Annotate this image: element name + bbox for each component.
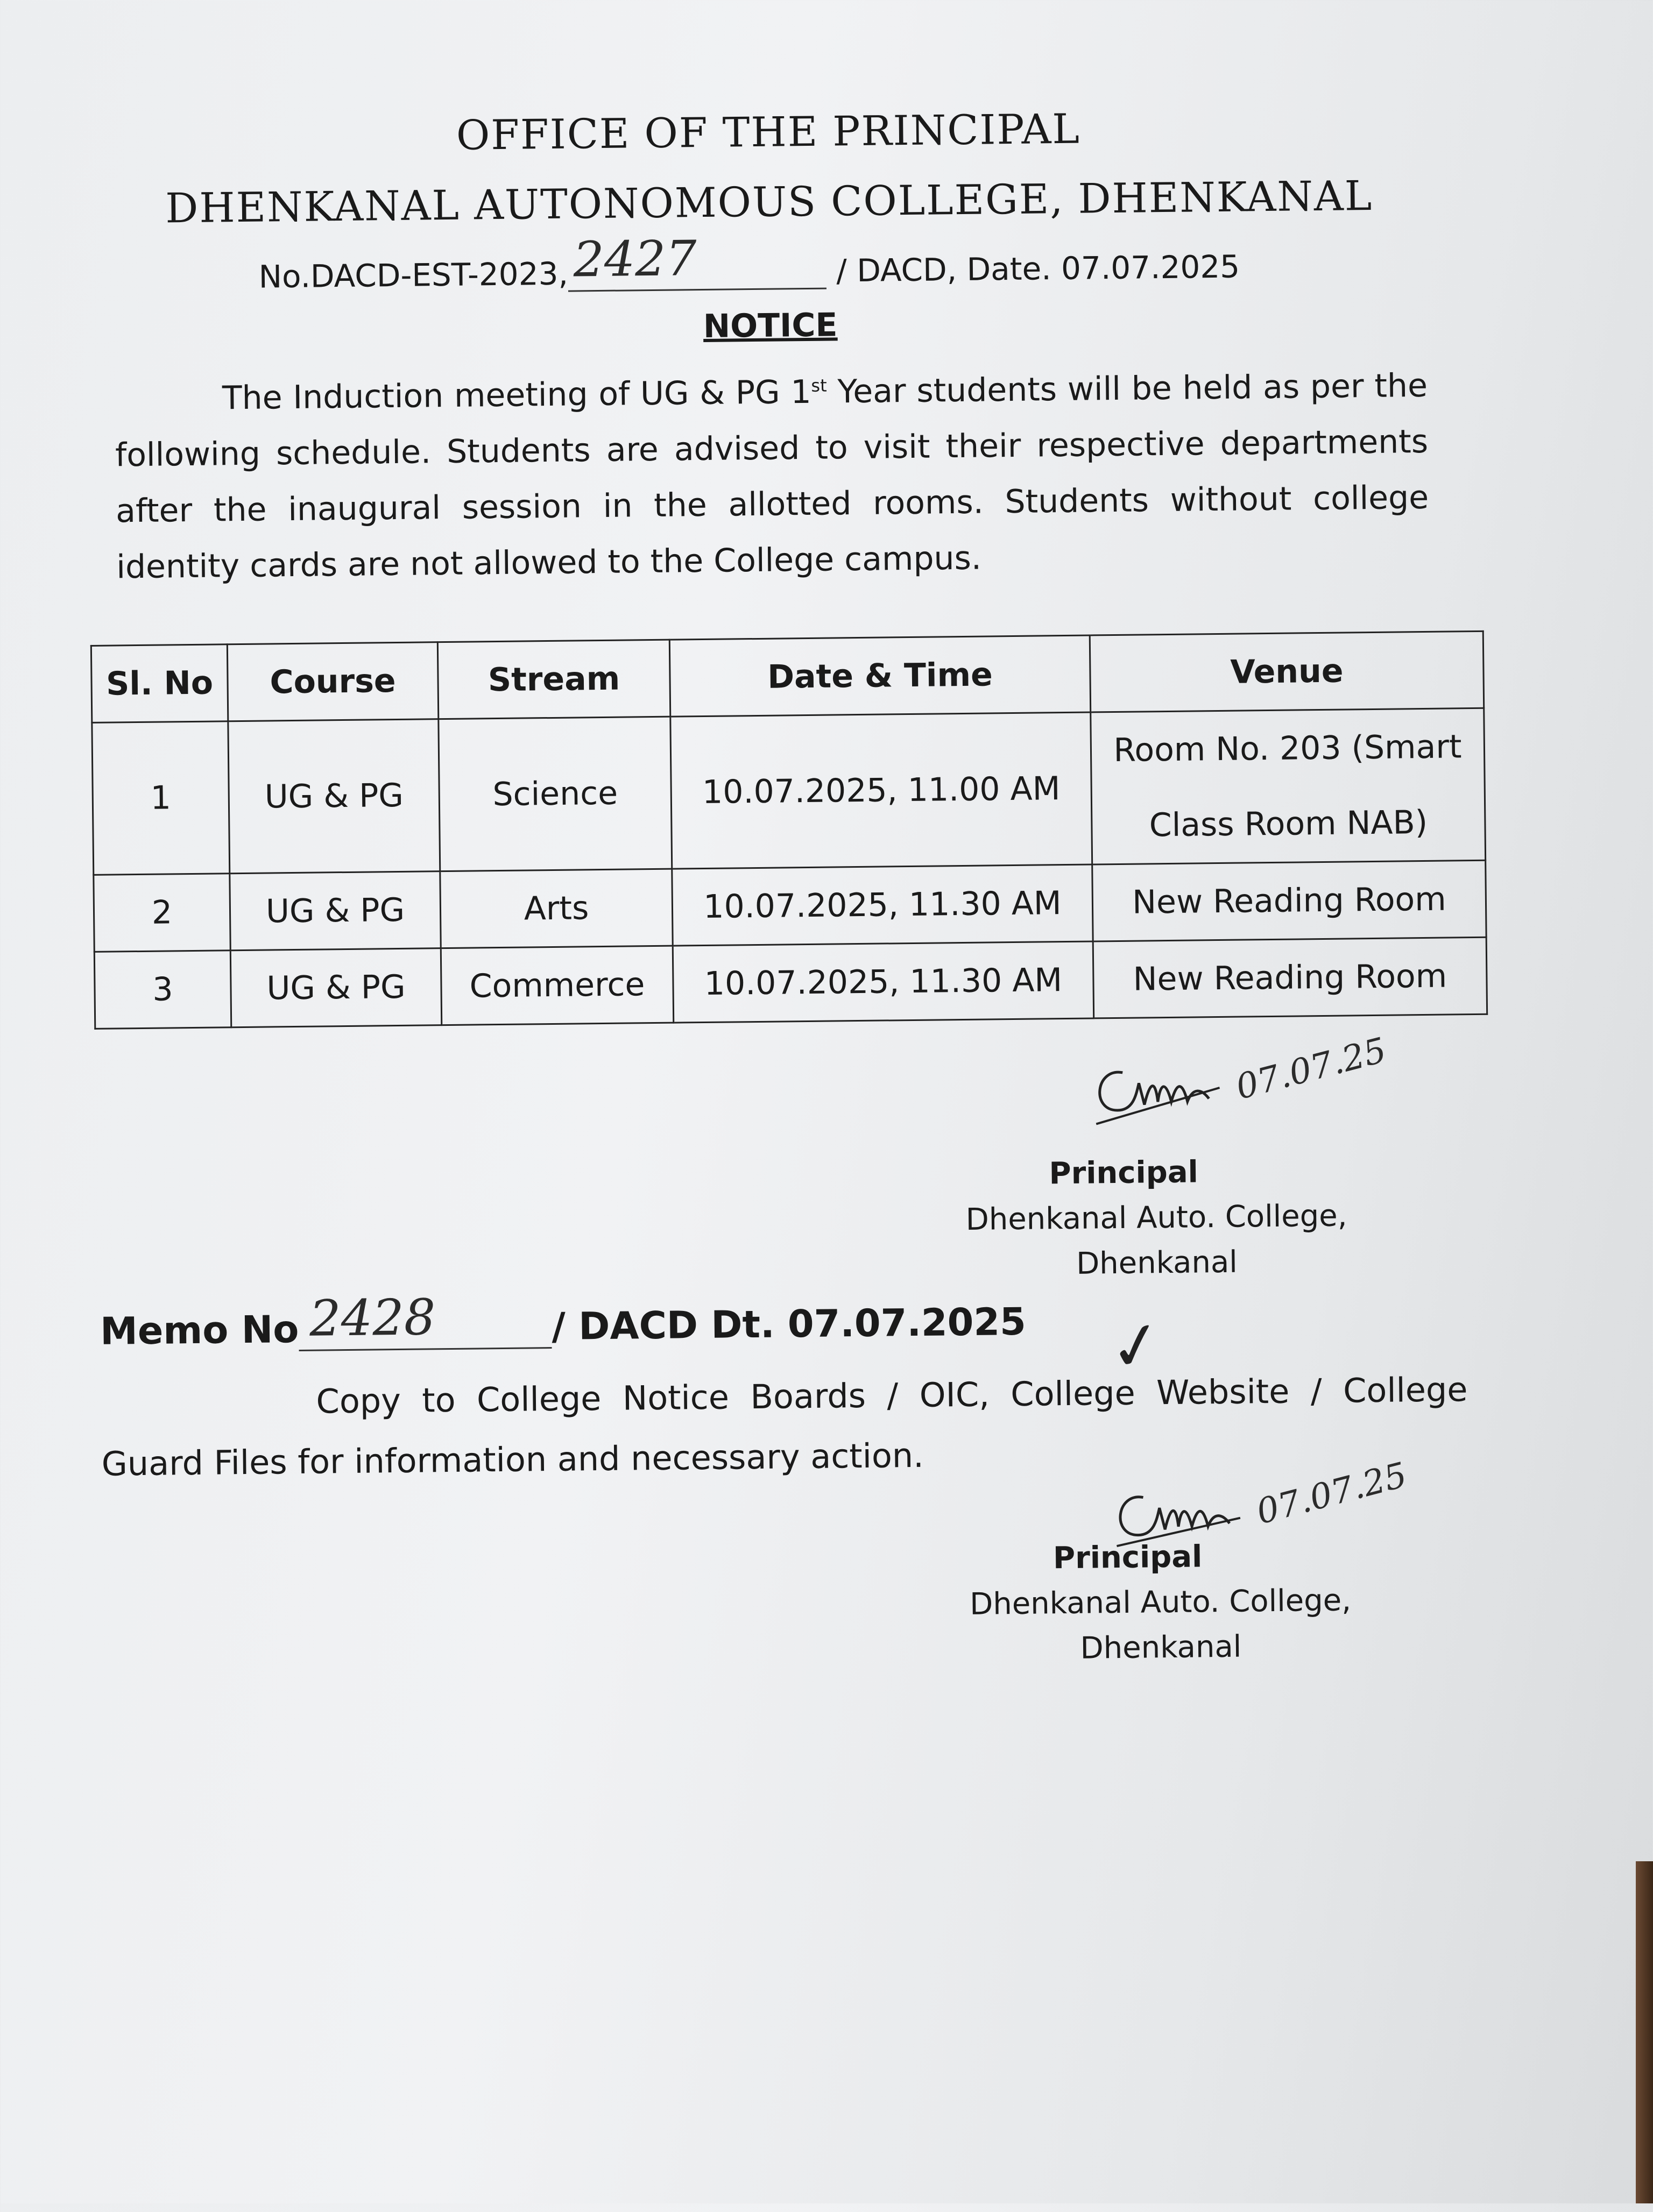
reference-line — [258, 230, 1240, 295]
cell-sl-no: 1 — [92, 721, 230, 875]
header-sl-no: Sl. No — [91, 644, 228, 723]
signature-mark-1 — [1085, 1030, 1391, 1143]
memo-line — [100, 1288, 1027, 1353]
cell-date-time: 10.07.2025, 11.30 AM — [673, 941, 1093, 1023]
header-date-time: Date & Time — [669, 635, 1090, 717]
notice-heading: NOTICE — [703, 306, 838, 345]
signature-role-2: Principal — [1052, 1539, 1203, 1576]
signature-scribble-svg-1 — [1085, 1050, 1225, 1127]
reference-number-blank — [568, 230, 827, 292]
table-row — [94, 860, 1486, 952]
table-header-row — [91, 631, 1484, 722]
cell-date-time: 10.07.2025, 11.30 AM — [672, 864, 1093, 946]
notice-body-sup: st — [811, 375, 827, 396]
table-surface-edge — [1636, 1861, 1653, 2203]
header-venue: Venue — [1090, 631, 1484, 712]
memo-number-handwritten: 2428 — [309, 1288, 436, 1348]
office-title: OFFICE OF THE PRINCIPAL — [456, 104, 1081, 159]
cell-course: UG & PG — [230, 871, 441, 951]
cell-venue: New Reading Room — [1092, 860, 1486, 941]
cell-stream: Commerce — [441, 946, 673, 1025]
memo-suffix: / DACD Dt. 07.07.2025 — [551, 1299, 1027, 1349]
cell-venue-line2: Class Room NAB) — [1149, 803, 1428, 845]
notice-body-part1: The Induction meeting of UG & PG 1 — [222, 373, 811, 417]
college-title: DHENKANAL AUTONOMOUS COLLEGE, DHENKANAL — [165, 171, 1373, 232]
cell-venue-line1: Room No. 203 (Smart — [1113, 728, 1462, 770]
memo-prefix: Memo No — [100, 1307, 299, 1353]
cell-venue: New Reading Room — [1093, 937, 1487, 1018]
cell-date-time: 10.07.2025, 11.00 AM — [670, 712, 1092, 869]
reference-number-handwritten: 2427 — [573, 230, 697, 288]
notice-body — [114, 351, 1429, 595]
signature-org-1: Dhenkanal Auto. College, — [965, 1198, 1347, 1237]
check-mark-icon: ✓ — [1103, 1304, 1170, 1388]
reference-prefix: No.DACD-EST-2023, — [258, 255, 569, 295]
cell-stream: Science — [439, 717, 672, 871]
signature-date-1: 07.07.25 — [1232, 1030, 1391, 1108]
table-row — [94, 937, 1487, 1029]
signature-role-1: Principal — [1049, 1154, 1199, 1192]
cell-stream: Arts — [440, 869, 673, 948]
header-stream: Stream — [437, 640, 670, 719]
signature-block-2 — [966, 1533, 1355, 1672]
cell-course: UG & PG — [230, 948, 441, 1027]
header-course: Course — [227, 642, 438, 721]
memo-number-blank — [299, 1288, 552, 1351]
signature-org-2: Dhenkanal — [1076, 1244, 1238, 1281]
signature-date-2: 07.07.25 — [1252, 1455, 1411, 1533]
reference-suffix: / DACD, Date. 07.07.2025 — [836, 248, 1240, 289]
schedule-table — [90, 630, 1488, 1030]
cell-sl-no: 3 — [94, 951, 231, 1029]
cell-course: UG & PG — [228, 719, 440, 874]
cell-venue — [1091, 708, 1486, 864]
signature-scribble-1 — [1085, 1066, 1246, 1143]
table-row — [92, 708, 1486, 875]
signature-org-3: Dhenkanal Auto. College, — [969, 1583, 1352, 1622]
notice-body-part2: Year students will be held as per the following schedule. Students are advised to visit their respective departments after the inaugural session in the allotted rooms. Students without college identity cards are not allowed to the College campus. — [115, 366, 1429, 586]
memo-copy-text-content: Copy to College Notice Boards / OIC, College Website / College Guard Files for information and necessary action. — [101, 1370, 1468, 1484]
signature-block-1 — [962, 1148, 1351, 1288]
cell-sl-no: 2 — [94, 874, 230, 952]
signature-org-4: Dhenkanal — [1080, 1629, 1242, 1666]
